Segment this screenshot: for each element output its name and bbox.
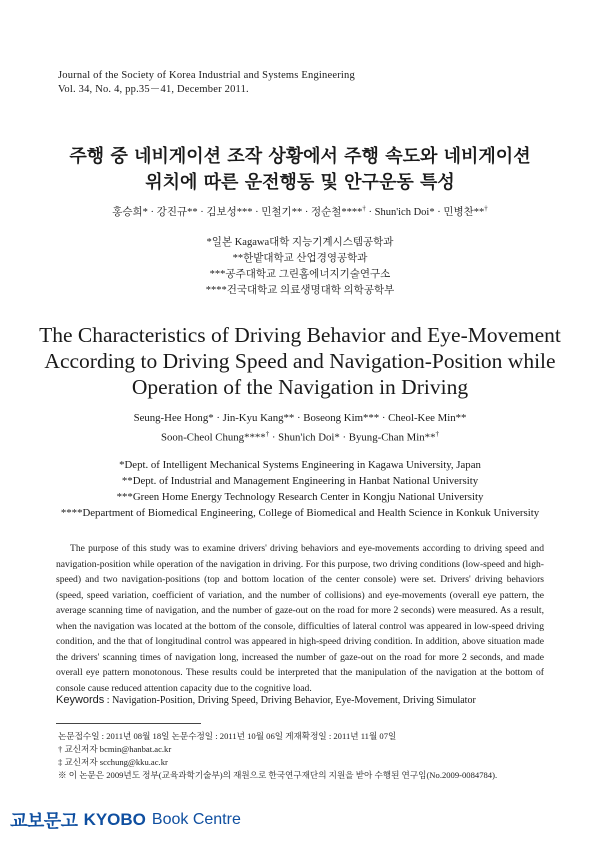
english-affiliations (0, 457, 600, 521)
journal-volume: Vol. 34, No. 4, pp.35－41, December 2011. (58, 84, 249, 95)
dagger-mark: † (435, 430, 439, 438)
english-authors-line2 (0, 426, 600, 446)
dagger-mark: † (484, 204, 488, 213)
journal-name: Journal of the Society of Korea Industrial and Systems Engineering (58, 70, 355, 81)
english-authors-line2-b: · Shun'ich Doi* · Byung-Chan Min** (269, 431, 436, 444)
english-affiliation: ****Department of Biomedical Engineering, College of Biomedical and Health Science in Konkuk University (60, 507, 540, 519)
english-authors-line2-a: Soon-Cheol Chung**** (161, 431, 266, 444)
english-title-line1: The Characteristics of Driving Behavior and Eye-Movement (39, 323, 561, 347)
english-affiliation: *Dept. of Intelligent Mechanical Systems Engineering in Kagawa University, Japan (119, 459, 481, 471)
english-authors-line1: Seung-Hee Hong* · Jin-Kyu Kang** · Boseong Kim*** · Cheol-Kee Min** (133, 412, 467, 424)
kyobo-brand: KYOBO (83, 810, 146, 829)
kyobo-book-centre: Book Centre (151, 811, 241, 828)
keywords (56, 694, 476, 706)
english-title-line3: Operation of the Navigation in Driving (131, 375, 469, 399)
kyobo-watermark (10, 808, 241, 832)
english-title-line2: According to Driving Speed and Navigation-Position while (44, 349, 556, 373)
korean-affiliation: ****건국대학교 의료생명대학 의학공학부 (205, 285, 395, 296)
dagger-mark: † (362, 204, 366, 213)
korean-title-line1: 주행 중 네비게이션 조작 상황에서 주행 속도와 네비게이션 (69, 146, 531, 167)
english-affiliation: ***Green Home Energy Technology Research Center in Kongju National University (116, 491, 484, 503)
keywords-text: : Navigation-Position, Driving Speed, Driving Behavior, Eye-Movement, Driving Simulator (106, 695, 476, 706)
footnote-dates: 논문접수일 : 2011년 08월 18일 논문수정일 : 2011년 10월 06일 게재확정일 : 2011년 11월 07일 (58, 731, 397, 741)
footnote-funding: ※ 이 논문은 2009년도 정부(교육과학기술부)의 재원으로 한국연구재단의 지원을 받아 수행된 연구임(No.2009-0084784). (58, 770, 498, 780)
kyobo-korean-logo: 교보문고 (10, 811, 78, 831)
footnote-corresponding-author-2: ‡ 교신저자 scchung@kku.ac.kr (58, 757, 168, 767)
korean-affiliation: ***공주대학교 그린홈에너지기술연구소 (209, 269, 391, 280)
english-affiliation: **Dept. of Industrial and Management Engineering in Hanbat National University (121, 475, 479, 487)
korean-affiliation: **한밭대학교 산업경영공학과 (232, 253, 368, 264)
footnote-divider (56, 723, 201, 724)
korean-affiliations (0, 235, 600, 299)
korean-affiliation: *일본 Kagawa대학 지능기계시스템공학과 (206, 237, 394, 248)
journal-header (58, 69, 355, 97)
korean-authors-tail: · Shun'ich Doi* · 민병찬** (365, 207, 485, 218)
footnote-corresponding-author-1: † 교신저자 bcmin@hanbat.ac.kr (58, 744, 172, 754)
keywords-label: Keywords (56, 694, 105, 706)
dagger-mark: † (265, 430, 270, 438)
abstract: The purpose of this study was to examine drivers' driving behaviors and eye-movements according to driving speed and navigation-position while operation of the navigation in driving. For this purpose, two driving conditions (low-speed and high-speed) and two navigation-positions (top and bottom location of the center console) were set. Drivers' driving behaviors (speed, speed variation, coefficient of variation, and the number of collisions) and eye-movements (overall eye pattern, the average scanning time of navigation, and the number of gaze-out on the road for more 2 seconds) were measured. As a result, when the navigation was located at the bottom of the console, difficulties of lateral control was appeared in low-speed driving condition, and the that of longitudinal control was appeared in high-speed driving condition. In addition, above situation made the drivers' scanning times of navigation long, increased the number of gaze-out on the road for more 2 seconds, and made overall eye pattern monotonous. These results could be interpreted that the manipulation of the navigation at the bottom of console cause reduced attention capacity due to the cognitive load. (56, 543, 544, 694)
english-authors (0, 410, 600, 446)
korean-authors-text: 홍승희* · 강진규** · 김보성*** · 민철기** · 정순철**** (112, 207, 363, 218)
korean-authors (0, 204, 600, 219)
korean-title-line2: 위치에 따른 운전행동 및 안구운동 특성 (145, 172, 455, 193)
